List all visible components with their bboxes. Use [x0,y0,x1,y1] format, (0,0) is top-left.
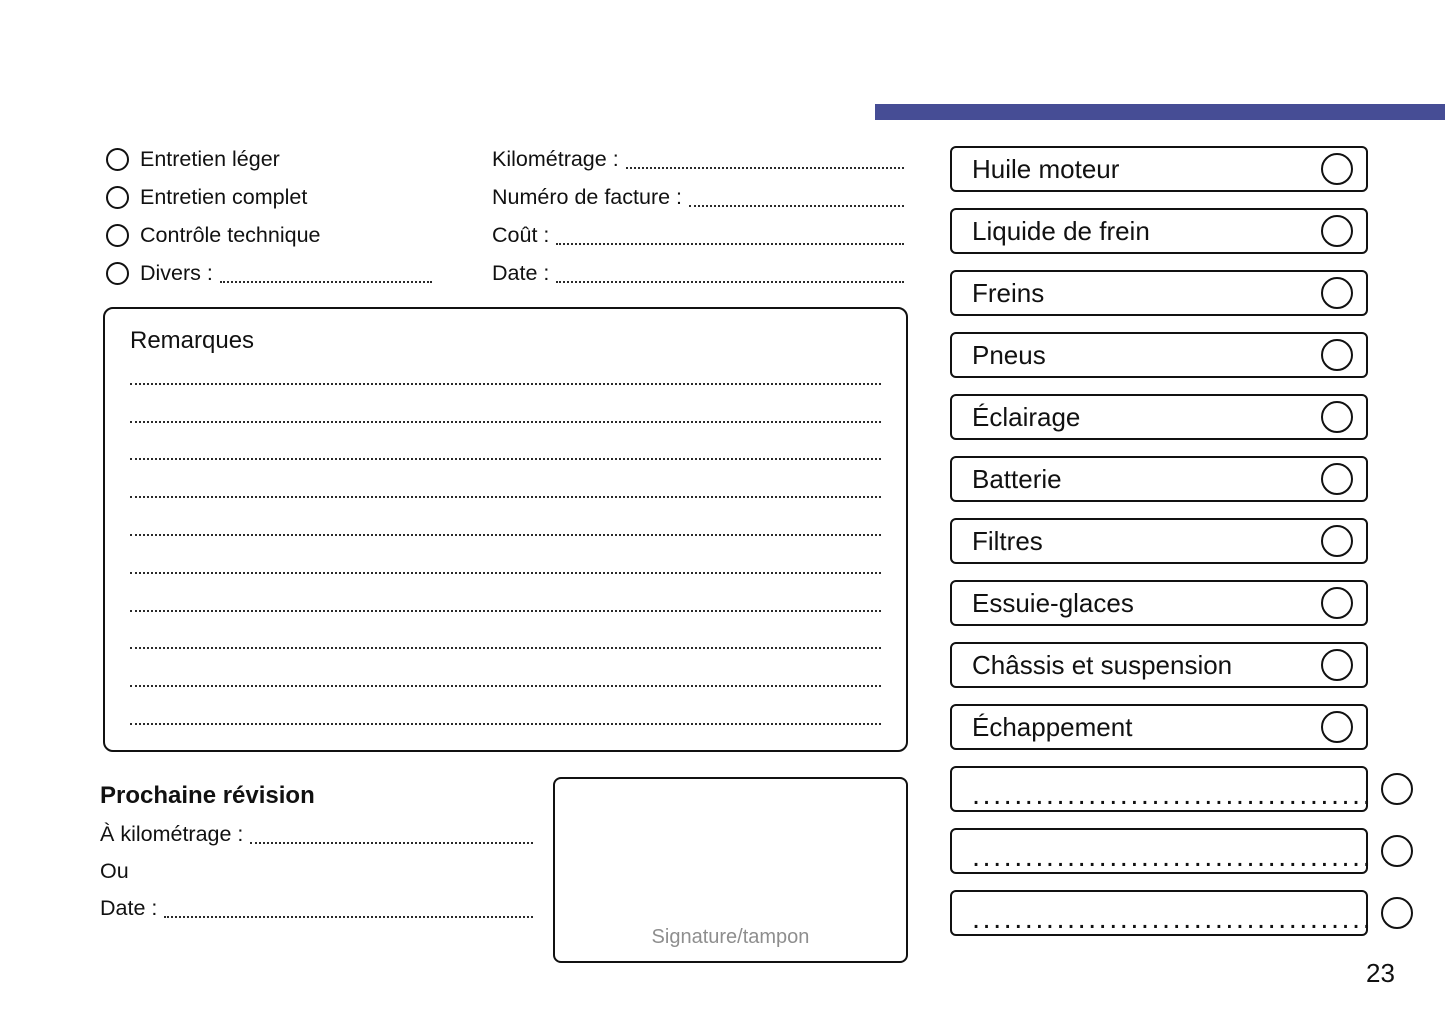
service-type-option-technical-inspection[interactable] [106,216,492,254]
checklist-item-label: Éclairage [972,401,1081,432]
checklist-item-brake-fluid[interactable] [950,208,1368,254]
check-circle-icon[interactable] [1321,587,1353,619]
accent-bar [875,104,1445,120]
page-number: 23 [1366,958,1395,988]
radio-circle-icon[interactable] [106,186,129,209]
next-service-or-label [100,853,533,890]
radio-circle-icon[interactable] [106,148,129,171]
checklist-item-tires[interactable] [950,332,1368,378]
check-circle-icon[interactable] [1321,339,1353,371]
checklist-item-label: Châssis et suspension [972,649,1233,680]
checklist-item-filters[interactable] [950,518,1368,564]
checklist-item-blank-2[interactable] [950,828,1374,874]
remark-write-in-line[interactable] [130,423,881,461]
radio-circle-icon[interactable] [106,262,129,285]
checklist-item-lighting[interactable] [950,394,1368,440]
service-type-label: Entretien léger [140,146,280,171]
service-type-option-other[interactable] [106,254,492,292]
next-service-km-field [100,816,533,853]
field-label: Coût : [492,222,550,247]
invoice-fields [492,140,904,292]
field-label: À kilométrage : [100,822,244,846]
check-circle-icon[interactable] [1381,897,1413,929]
check-circle-icon[interactable] [1321,463,1353,495]
service-type-option-full[interactable] [106,178,492,216]
checklist [950,146,1374,952]
checklist-item-write-in-line[interactable]: ...................................... [972,841,1374,873]
service-type-options [106,140,492,292]
next-km-write-in-line[interactable] [250,842,533,844]
checklist-item-blank-1[interactable] [950,766,1374,812]
checklist-item-label: Huile moteur [972,153,1120,184]
remark-write-in-line[interactable] [130,574,881,612]
next-date-write-in-line[interactable] [164,916,533,918]
remarks-title: Remarques [130,327,255,354]
remarks-lines [130,347,881,725]
mileage-field [492,140,904,178]
checklist-item-write-in-line[interactable]: ...................................... [972,903,1374,935]
field-label: Date : [100,896,158,920]
next-service-date-field [100,890,533,927]
service-type-label: Entretien complet [140,184,308,209]
checklist-item-engine-oil[interactable] [950,146,1368,192]
invoice-number-write-in-line[interactable] [689,205,904,207]
signature-box[interactable] [553,777,908,963]
checklist-item-chassis-suspension[interactable] [950,642,1368,688]
field-label: Date : [492,260,550,285]
check-circle-icon[interactable] [1321,277,1353,309]
checklist-item-label: Batterie [972,463,1062,494]
checklist-item-label: Freins [972,277,1045,308]
cost-field [492,216,904,254]
checklist-item-exhaust[interactable] [950,704,1368,750]
service-type-label: Divers : [140,260,213,285]
checklist-item-label: Essuie-glaces [972,587,1134,618]
next-service-section [100,776,533,927]
radio-circle-icon[interactable] [106,224,129,247]
remark-write-in-line[interactable] [130,536,881,574]
checklist-item-label: Échappement [972,711,1133,742]
service-type-option-light[interactable] [106,140,492,178]
field-label: Numéro de facture : [492,184,683,209]
checklist-item-write-in-line[interactable]: ...................................... [972,779,1374,811]
date-write-in-line[interactable] [556,281,904,283]
checklist-item-blank-3[interactable] [950,890,1374,936]
divers-write-in-line[interactable] [220,281,432,283]
check-circle-icon[interactable] [1321,649,1353,681]
checklist-item-label: Liquide de frein [972,215,1150,246]
next-service-title: Prochaine révision [100,782,315,809]
service-type-label: Contrôle technique [140,222,321,247]
date-field [492,254,904,292]
remark-write-in-line[interactable] [130,687,881,725]
invoice-number-field [492,178,904,216]
remark-write-in-line[interactable] [130,498,881,536]
remark-write-in-line[interactable] [130,385,881,423]
check-circle-icon[interactable] [1321,153,1353,185]
checklist-item-battery[interactable] [950,456,1368,502]
checklist-item-brakes[interactable] [950,270,1368,316]
cost-write-in-line[interactable] [556,243,904,245]
checklist-item-label: Pneus [972,339,1046,370]
field-label: Kilométrage : [492,146,619,171]
check-circle-icon[interactable] [1321,401,1353,433]
checklist-item-label: Filtres [972,525,1043,556]
check-circle-icon[interactable] [1381,835,1413,867]
signature-label: Signature/tampon [651,926,810,948]
check-circle-icon[interactable] [1321,215,1353,247]
remark-write-in-line[interactable] [130,649,881,687]
remark-write-in-line[interactable] [130,612,881,650]
check-circle-icon[interactable] [1321,711,1353,743]
check-circle-icon[interactable] [1381,773,1413,805]
checklist-item-wipers[interactable] [950,580,1368,626]
field-label: Ou [100,859,129,883]
remark-write-in-line[interactable] [130,347,881,385]
remarks-box[interactable] [103,307,908,752]
mileage-write-in-line[interactable] [626,167,904,169]
check-circle-icon[interactable] [1321,525,1353,557]
remark-write-in-line[interactable] [130,460,881,498]
